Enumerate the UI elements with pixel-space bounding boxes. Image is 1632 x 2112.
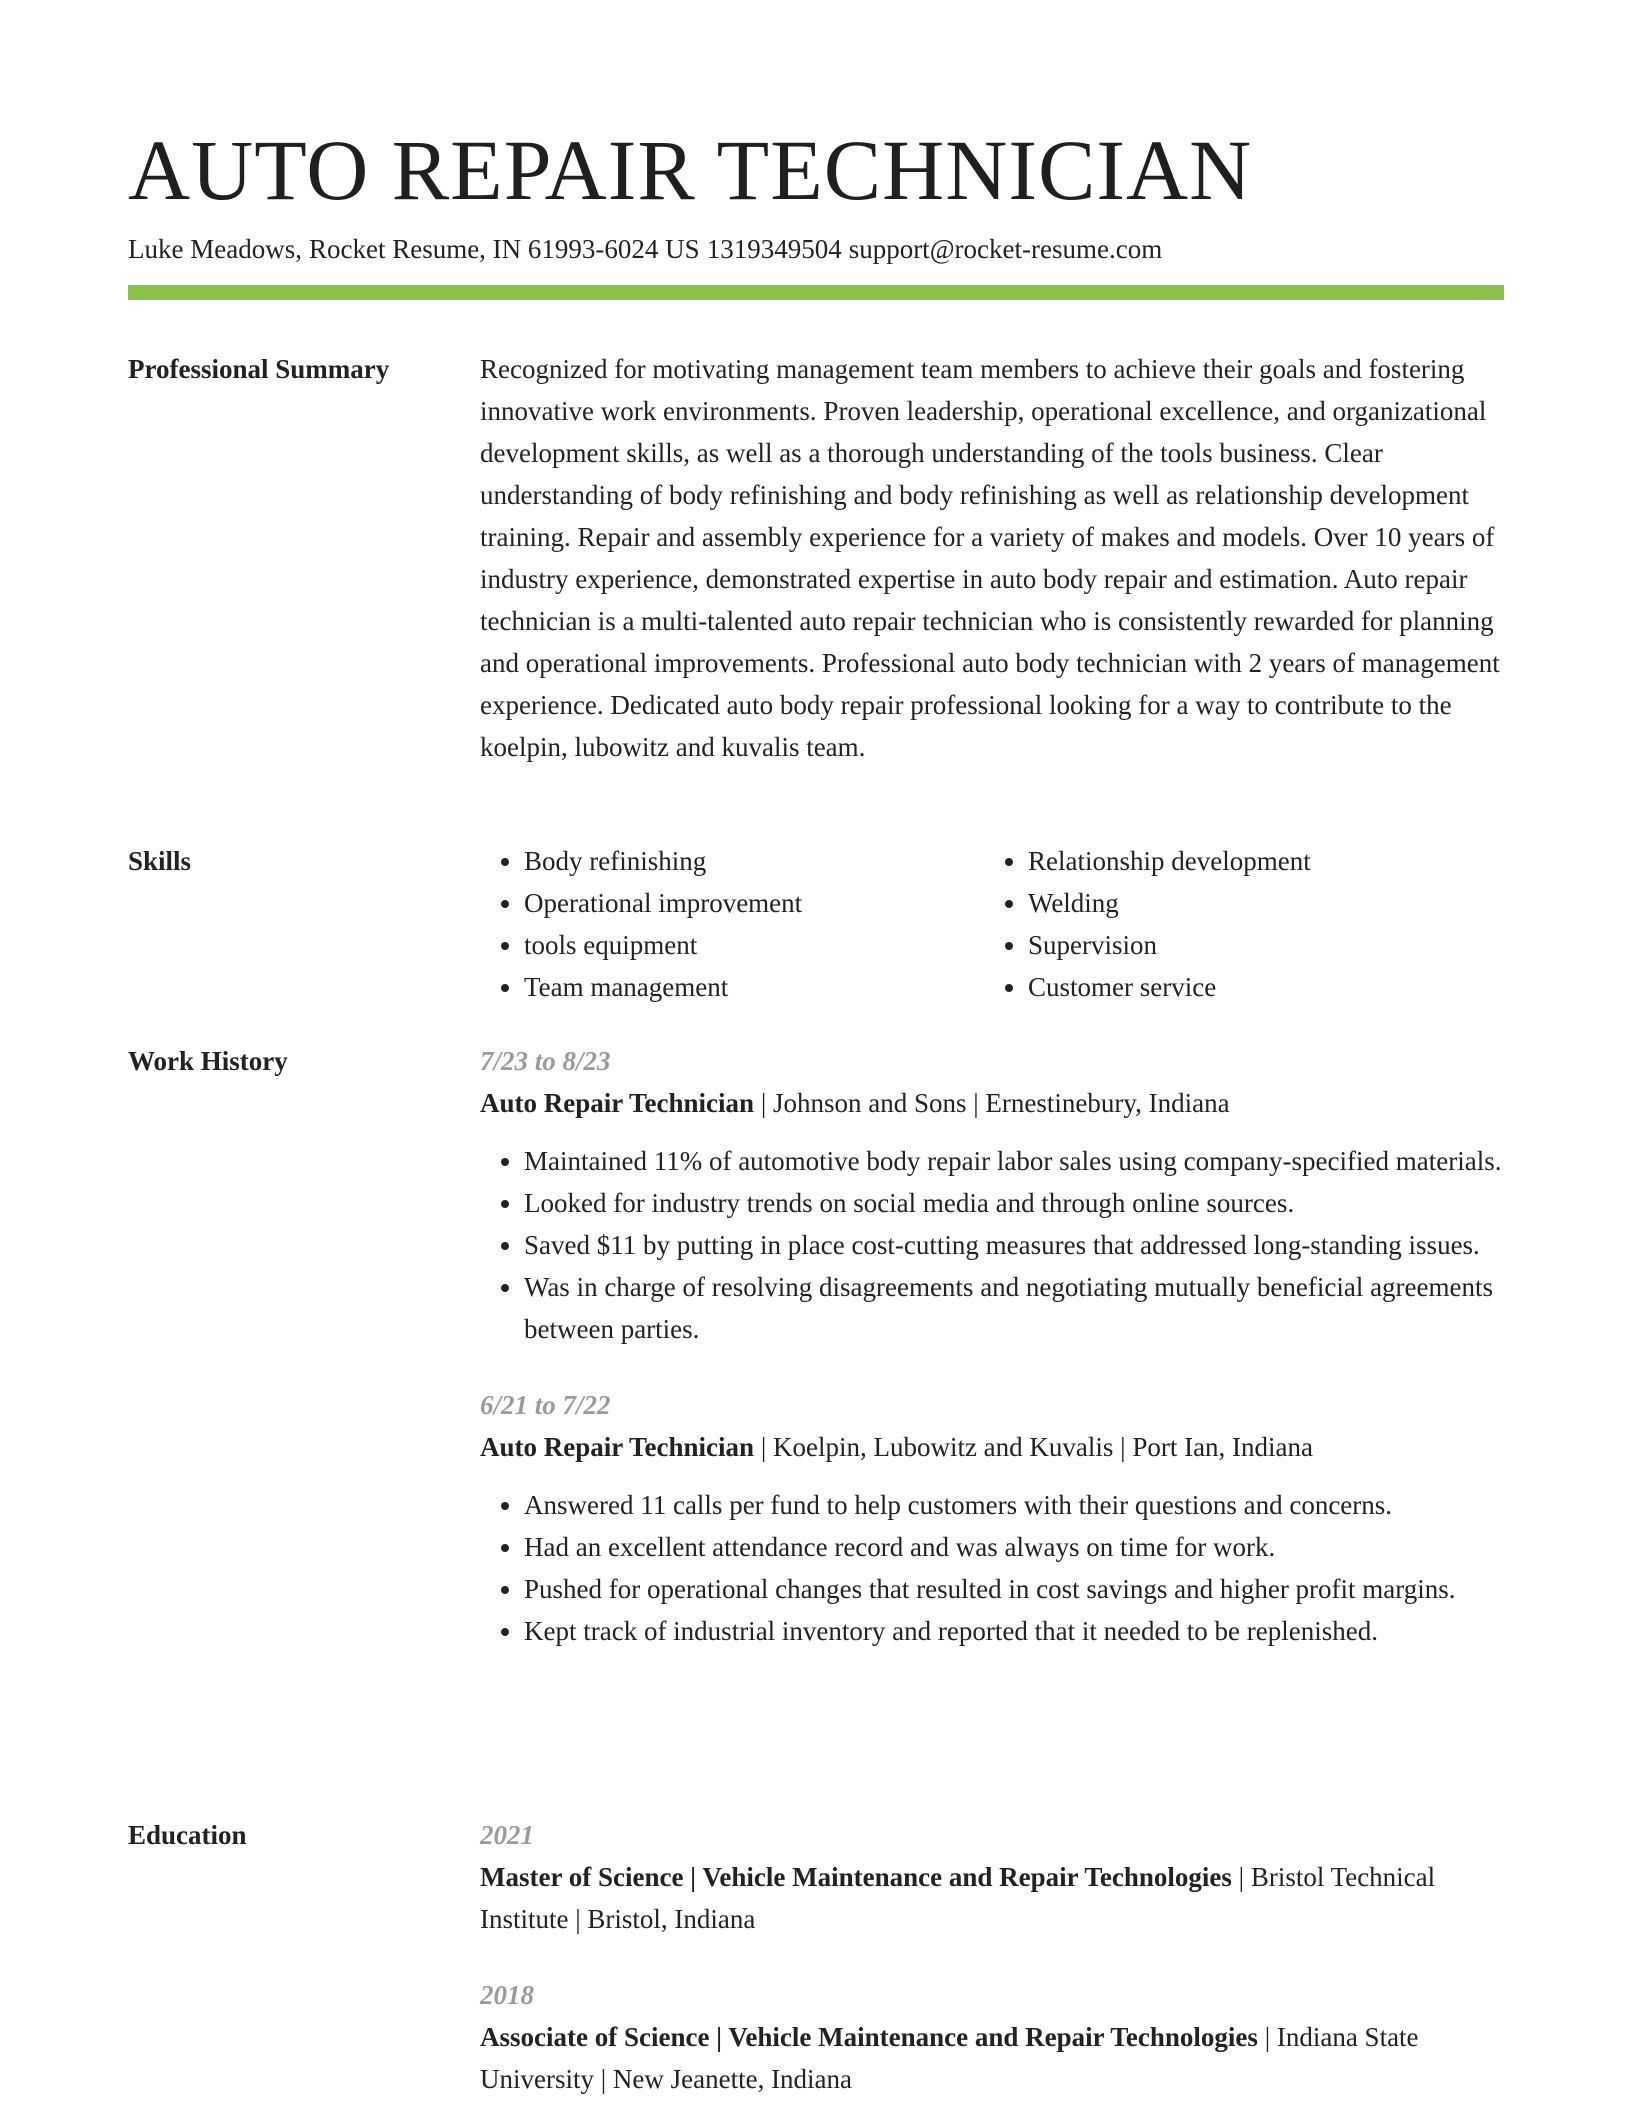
education-heading: Education (128, 1820, 247, 1850)
skills-heading: Skills (128, 846, 192, 876)
job-bullet: • Was in charge of resolving disagreements and negotiating mutually beneficial agreements between parties. (524, 1266, 1504, 1350)
job-bullet: • Saved $11 by putting in place cost-cutting measures that addressed long-standing issues. (524, 1224, 1504, 1266)
education-details: | Indiana State University | New Jeanette, Indiana (480, 2022, 1419, 2094)
education-entry (480, 1814, 1504, 1940)
skill-item: • Relationship development (1028, 840, 1488, 882)
education-line (480, 2016, 1504, 2100)
job-bullet: • Kept track of industrial inventory and reported that it needed to be replenished. (524, 1610, 1504, 1652)
job-dates: 6/21 to 7/22 (480, 1390, 611, 1420)
summary-body (480, 348, 1504, 768)
job-title: Auto Repair Technician (480, 1088, 755, 1118)
resume-title: AUTO REPAIR TECHNICIAN (128, 122, 1253, 218)
job-bullet: • Maintained 11% of automotive body repair labor sales using company-specified materials. (524, 1140, 1504, 1182)
education-degree: Master of Science | Vehicle Maintenance and Repair Technologies (480, 1862, 1232, 1892)
job-bullet: • Answered 11 calls per fund to help customers with their questions and concerns. (524, 1484, 1504, 1526)
education-details: | Bristol Technical Institute | Bristol, Indiana (480, 1862, 1436, 1934)
skill-item: • tools equipment (524, 924, 984, 966)
work-history-heading: Work History (128, 1046, 288, 1076)
job-bullet: • Looked for industry trends on social media and through online sources. (524, 1182, 1504, 1224)
contact-phone: 1319349504 (706, 234, 842, 264)
skills-list-right (984, 840, 1488, 1008)
job-bullets (480, 1484, 1504, 1652)
job-bullet: • Had an excellent attendance record and was always on time for work. (524, 1526, 1504, 1568)
job-role-line (480, 1082, 1504, 1124)
skill-item: • Supervision (1028, 924, 1488, 966)
contact-email: support@rocket-resume.com (848, 234, 1163, 264)
contact-line (128, 230, 1162, 268)
education-degree: Associate of Science | Vehicle Maintenance and Repair Technologies (480, 2022, 1258, 2052)
header-divider (128, 285, 1504, 300)
skill-item: • Body refinishing (524, 840, 984, 882)
skills-list-left (480, 840, 984, 1008)
skill-item: • Welding (1028, 882, 1488, 924)
job-bullet: • Pushed for operational changes that resulted in cost savings and higher profit margins. (524, 1568, 1504, 1610)
education-year: 2018 (480, 1980, 534, 2010)
education-line (480, 1856, 1504, 1940)
job-role-line (480, 1426, 1504, 1468)
education-year: 2021 (480, 1820, 534, 1850)
job-entry (480, 1384, 1504, 1652)
job-details: | Koelpin, Lubowitz and Kuvalis | Port Ian, Indiana (754, 1432, 1314, 1462)
job-details: | Johnson and Sons | Ernestinebury, Indiana (754, 1088, 1230, 1118)
work-history-body (480, 1040, 1504, 1652)
job-dates: 7/23 to 8/23 (480, 1046, 611, 1076)
education-body (480, 1814, 1504, 2100)
skill-item: • Operational improvement (524, 882, 984, 924)
summary-heading: Professional Summary (128, 354, 390, 384)
job-entry (480, 1040, 1504, 1350)
skill-item: • Team management (524, 966, 984, 1008)
contact-name: Luke Meadows, (128, 234, 302, 264)
summary-text: Recognized for motivating management team members to achieve their goals and fostering innovative work environments. Proven leadership, operational excellence, and organizational development skills, as well as a thorough understanding of the tools business. Clear understanding of body refinishing and body refinishing as well as relationship development training. Repair and assembly experience for a variety of makes and models. Over 10 years of industry experience, demonstrated expertise in auto body repair and estimation. Auto repair technician is a multi-talented auto repair technician who is consistently rewarded for planning and operational improvements. Professional auto body technician with 2 years of management experience. Dedicated auto body repair professional looking for a way to contribute to the koelpin, lubowitz and kuvalis team. (480, 354, 1500, 762)
education-entry (480, 1974, 1504, 2100)
skill-item: • Customer service (1028, 966, 1488, 1008)
job-title: Auto Repair Technician (480, 1432, 755, 1462)
skills-body (480, 840, 1504, 1008)
contact-address: Rocket Resume, IN 61993-6024 US (308, 234, 700, 264)
job-bullets (480, 1140, 1504, 1350)
